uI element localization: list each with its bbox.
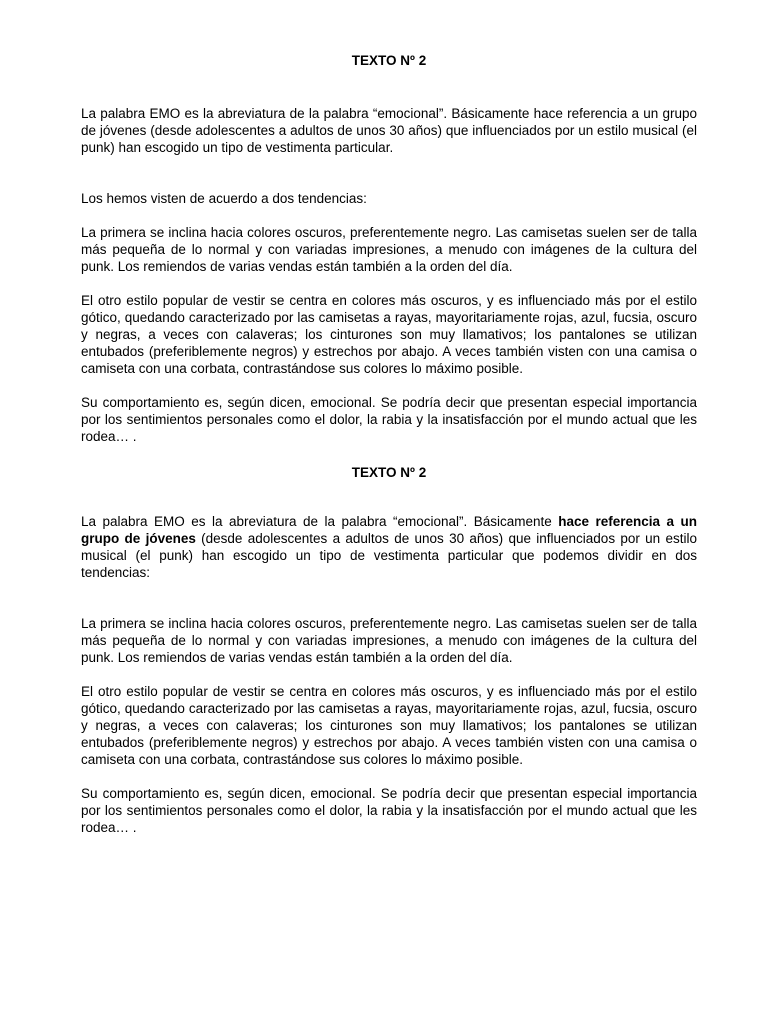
section2-paragraph-definition — [81, 513, 697, 581]
section2-paragraph-behavior: Su comportamiento es, según dicen, emocional. Se podría decir que presentan especial importancia por los sentimientos personales como el dolor, la rabia y la insatisfacción por el mundo actual que les rodea… . — [81, 786, 697, 835]
section1-paragraph-first-style: La primera se inclina hacia colores oscuros, preferentemente negro. Las camisetas suelen ser de talla más pequeña de lo normal y con variadas impresiones, a menudo con imágenes de la cultura del punk. Los remiendos de varias vendas están también a la orden del día. — [81, 225, 697, 274]
section2-title: TEXTO Nº 2 — [351, 465, 427, 480]
section2-definition-bold: hace referencia a un grupo de jóvenes — [81, 514, 697, 546]
section1-paragraph-definition: La palabra EMO es la abreviatura de la palabra “emocional”. Básicamente hace referencia a un grupo de jóvenes (desde adolescentes a adultos de unos 30 años) que influenciados por un estilo musical (el punk) han escogido un tipo de vestimenta particular. — [81, 106, 697, 155]
section1-paragraph-behavior: Su comportamiento es, según dicen, emocional. Se podría decir que presentan especial importancia por los sentimientos personales como el dolor, la rabia y la insatisfacción por el mundo actual que les rodea… . — [81, 395, 697, 444]
section2-definition-text-a: La palabra EMO es la abreviatura de la palabra “emocional”. Básicamente — [81, 514, 559, 529]
section1-paragraph-intro: Los hemos visten de acuerdo a dos tendencias: — [81, 191, 367, 206]
section1-paragraph-second-style: El otro estilo popular de vestir se centra en colores más oscuros, y es influenciado más por el estilo gótico, quedando caracterizado por las camisetas a rayas, mayoritariamente rojas, azul, fucsia, oscuro y negras, a veces con calaveras; los cinturones son muy llamativos; los pantalones se utilizan entubados (preferiblemente negros) y estrechos por abajo. A veces también visten con una camisa o camiseta con una corbata, contrastándose sus colores lo máximo posible. — [81, 293, 697, 376]
section1-title: TEXTO Nº 2 — [351, 53, 427, 68]
document-page — [81, 52, 697, 836]
section2-definition-text-b: (desde adolescentes a adultos de unos 30 años) que influenciados por un estilo musical (el punk) han escogido un tipo de vestimenta particular que podemos dividir en dos tendencias: — [81, 531, 697, 580]
section2-paragraph-second-style: El otro estilo popular de vestir se centra en colores más oscuros, y es influenciado más por el estilo gótico, quedando caracterizado por las camisetas a rayas, mayoritariamente rojas, azul, fucsia, oscuro y negras, a veces con calaveras; los cinturones son muy llamativos; los pantalones se utilizan entubados (preferiblemente negros) y estrechos por abajo. A veces también visten con una camisa o camiseta con una corbata, contrastándose sus colores lo máximo posible. — [81, 684, 697, 767]
section2-paragraph-first-style: La primera se inclina hacia colores oscuros, preferentemente negro. Las camisetas suelen ser de talla más pequeña de lo normal y con variadas impresiones, a menudo con imágenes de la cultura del punk. Los remiendos de varias vendas están también a la orden del día. — [81, 616, 697, 665]
